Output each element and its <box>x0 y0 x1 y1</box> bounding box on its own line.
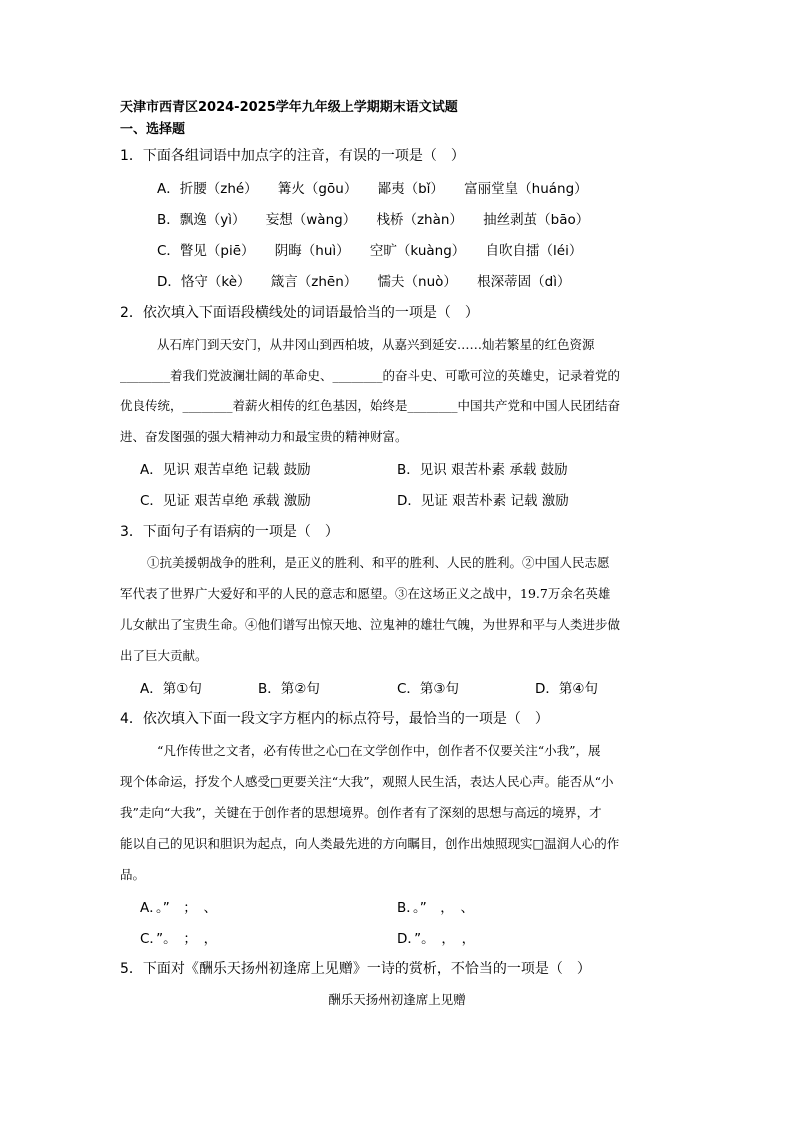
question-3-passage-line: ①抗美援朝战争的胜利，是正义的胜利、和平的胜利、人民的胜利。②中国人民志愿 <box>147 555 610 570</box>
question-1-option-b[interactable]: B．飘逸（yì） 妄想（wàng） 栈桥（zhàn） 抽丝剥茧（bāo） <box>157 212 590 228</box>
question-4-passage-line: “凡作传世之文者，必有传世之心□在文学创作中，创作者不仅要关注“小我”，展 <box>157 743 601 758</box>
question-4-passage-line: 品。 <box>120 867 146 882</box>
poem-title: 酬乐天扬州初逢席上见赠 <box>328 992 466 1007</box>
question-3-option-a[interactable]: A．第①句 <box>140 681 202 697</box>
question-3-stem: 3．下面句子有语病的一项是（ ） <box>120 524 339 540</box>
section-heading: 一、选择题 <box>120 122 186 137</box>
question-1-stem: 1．下面各组词语中加点字的注音，有误的一项是（ ） <box>120 148 465 164</box>
question-1-option-d[interactable]: D．恪守（kè） 箴言（zhēn） 懦夫（nuò） 根深蒂固（dì） <box>157 274 571 290</box>
question-2-passage-line: 优良传统，________着薪火相传的红色基因，始终是________中国共产党和中国人民团结奋 <box>120 398 621 413</box>
question-3-passage-line: 军代表了世界广大爱好和平的人民的意志和愿望。③在这场正义之战中，19.7万余名英雄 <box>120 586 611 601</box>
question-4-passage-line: 我”走向“大我”，关键在于创作者的思想境界。创作者有了深刻的思想与高远的境界，才 <box>120 805 602 820</box>
question-3-option-b[interactable]: B．第②句 <box>258 681 320 697</box>
question-1-option-c[interactable]: C．瞥见（piē） 阴晦（huì） 空旷（kuàng） 自吹自擂（léi） <box>157 243 583 259</box>
question-4-option-d[interactable]: D．”。 ， ， <box>397 931 476 947</box>
question-1-option-a[interactable]: A．折腰（zhé） 篝火（gōu） 鄙夷（bǐ） 富丽堂皇（huáng） <box>157 181 588 197</box>
question-2-passage-line: 进、奋发图强的强大精神动力和最宝贵的精神财富。 <box>120 429 408 444</box>
question-2-option-c[interactable]: C．见证 艰苦卓绝 承载 激励 <box>140 493 311 509</box>
question-3-passage-line: 出了巨大贡献。 <box>120 648 208 663</box>
question-3-passage-line: 儿女献出了宝贵生命。④他们谱写出惊天地、泣鬼神的雄壮气魄，为世界和平与人类进步做 <box>120 617 621 632</box>
question-3-option-c[interactable]: C．第③句 <box>397 681 460 697</box>
question-5-stem: 5．下面对《酬乐天扬州初逢席上见赠》一诗的赏析，不恰当的一项是（ ） <box>120 961 591 977</box>
question-4-option-b[interactable]: B．。” ， 、 <box>397 900 475 916</box>
question-2-option-b[interactable]: B．见识 艰苦朴素 承载 鼓励 <box>397 462 568 478</box>
question-2-option-d[interactable]: D．见证 艰苦朴素 记载 激励 <box>397 493 569 509</box>
question-3-option-d[interactable]: D．第④句 <box>535 681 598 697</box>
question-4-option-c[interactable]: C．”。 ； ， <box>140 931 218 947</box>
question-2-passage-line: ________着我们党波澜壮阔的革命史、________的奋斗史、可歌可泣的英雄史，记录着党的 <box>120 368 621 383</box>
question-4-passage-line: 能以自己的见识和胆识为起点，向人类最先进的方向瞩目，创作出烛照现实□温润人心的作 <box>120 836 620 851</box>
question-2-passage-line: 从石库门到天安门，从井冈山到西柏坡，从嘉兴到延安……灿若繁星的红色资源 <box>157 337 595 352</box>
question-4-passage-line: 现个体命运，抒发个人感受□更要关注“大我”，观照人民生活，表达人民心声。能否从“小 <box>120 774 614 789</box>
question-2-option-a[interactable]: A．见识 艰苦卓绝 记载 鼓励 <box>140 462 311 478</box>
question-2-stem: 2．依次填入下面语段横线处的词语最恰当的一项是（ ） <box>120 305 479 321</box>
question-4-stem: 4．依次填入下面一段文字方框内的标点符号，最恰当的一项是（ ） <box>120 711 549 727</box>
question-4-option-a[interactable]: A．。” ； 、 <box>140 900 217 916</box>
exam-title: 天津市西青区2024-2025学年九年级上学期期末语文试题 <box>120 100 458 115</box>
